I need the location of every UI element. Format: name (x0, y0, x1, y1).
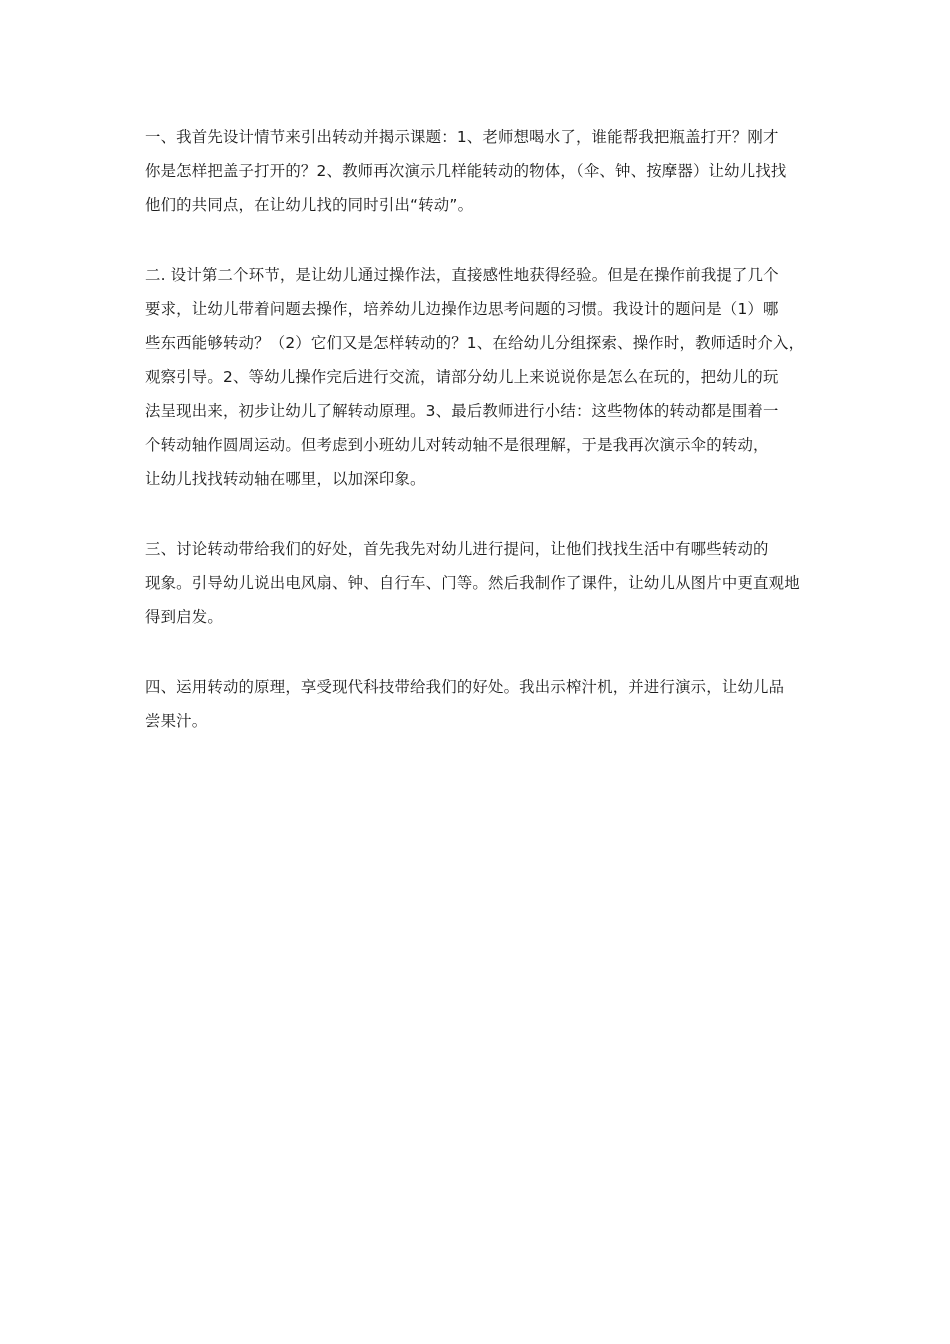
paragraph-line: 现象。引导幼儿说出电风扇、钟、自行车、门等。然后我制作了课件，让幼儿从图片中更直观地 (145, 574, 800, 592)
document-page (145, 120, 809, 774)
paragraph-line: 法呈现出来，初步让幼儿了解转动原理。3、最后教师进行小结：这些物体的转动都是围着一 (145, 402, 779, 420)
paragraph-line: 你是怎样把盖子打开的？2、教师再次演示几样能转动的物体，（伞、钟、按摩器）让幼儿找找 (145, 162, 787, 180)
paragraph-line: 让幼儿找找转动轴在哪里，以加深印象。 (145, 470, 426, 488)
paragraph-line: 要求，让幼儿带着问题去操作，培养幼儿边操作边思考问题的习惯。我设计的题问是（1）哪 (145, 300, 779, 318)
paragraph-line: 得到启发。 (145, 608, 223, 626)
paragraph-line: 观察引导。2、等幼儿操作完后进行交流，请部分幼儿上来说说你是怎么在玩的，把幼儿的玩 (145, 368, 779, 386)
paragraph-line: 他们的共同点，在让幼儿找的同时引出“转动”。 (145, 196, 474, 214)
paragraph-4 (145, 670, 809, 738)
paragraph-line: 个转动轴作圆周运动。但考虑到小班幼儿对转动轴不是很理解，于是我再次演示伞的转动， (145, 436, 769, 454)
paragraph-line: 四、运用转动的原理，享受现代科技带给我们的好处。我出示榨汁机，并进行演示，让幼儿品 (145, 678, 785, 696)
paragraph-1 (145, 120, 809, 222)
paragraph-line: 二. 设计第二个环节，是让幼儿通过操作法，直接感性地获得经验。但是在操作前我提了几个 (145, 266, 779, 284)
paragraph-line: 尝果汁。 (145, 712, 208, 730)
paragraph-line: 些东西能够转动？（2）它们又是怎样转动的？1、在给幼儿分组探索、操作时，教师适时介入， (145, 334, 805, 352)
paragraph-line: 三、讨论转动带给我们的好处，首先我先对幼儿进行提问，让他们找找生活中有哪些转动的 (145, 540, 769, 558)
paragraph-2 (145, 258, 809, 496)
paragraph-line: 一、我首先设计情节来引出转动并揭示课题：1、老师想喝水了，谁能帮我把瓶盖打开？刚才 (145, 128, 779, 146)
paragraph-3 (145, 532, 809, 634)
